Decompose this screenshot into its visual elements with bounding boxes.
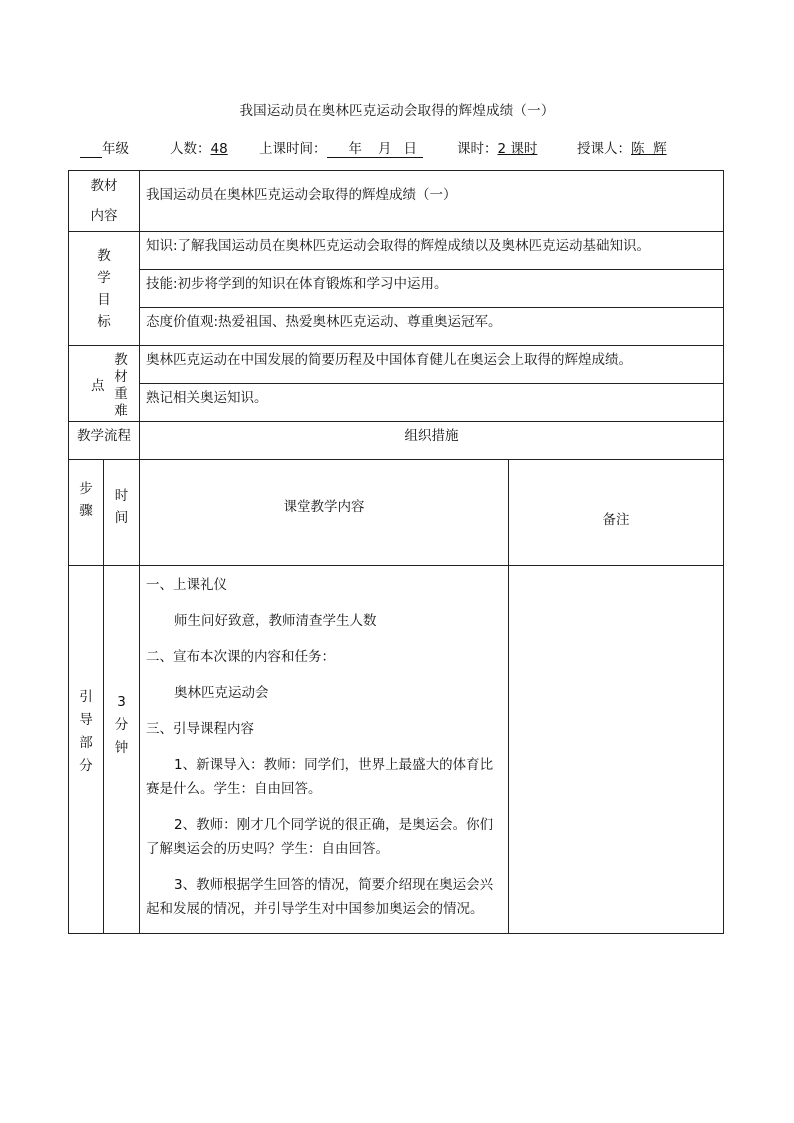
content-value: 我国运动员在奥林匹克运动会取得的辉煌成绩（一） <box>140 171 724 232</box>
objectives-label: 教学目标 <box>97 247 111 330</box>
class-hours-field <box>457 137 537 157</box>
content-line-8: 3、教师根据学生回答的情况，简要介绍现在奥运会兴起和发展的情况，并引导学生对中国参加奥运会的情况。 <box>146 877 494 917</box>
month-label: 月 <box>378 141 392 157</box>
step-header-cell <box>69 460 104 566</box>
content-label-cell <box>69 171 140 232</box>
section-name: 引导部分 <box>79 688 93 774</box>
section-content <box>140 566 509 934</box>
teacher-field <box>577 137 667 157</box>
day-label: 日 <box>403 141 417 157</box>
grade-label: 年级 <box>102 141 129 157</box>
section-time: 3分钟 <box>114 694 129 756</box>
measures-label: 组织措施 <box>140 422 724 460</box>
hours-label: 课时： <box>457 141 498 157</box>
hours-value: 2 课时 <box>497 141 538 157</box>
date-value <box>327 141 424 158</box>
year-label: 年 <box>348 141 362 157</box>
objectives-label-cell <box>69 232 140 346</box>
content-row <box>69 171 724 232</box>
objective-skill: 技能:初步将学到的知识在体育锻炼和学习中运用。 <box>140 270 724 308</box>
lesson-info-line <box>0 137 794 157</box>
keypoint-secondary: 熟记相关奥运知识。 <box>140 384 724 422</box>
objective-knowledge: 知识:了解我国运动员在奥林匹克运动会取得的辉煌成绩以及奥林匹克运动基础知识。 <box>140 232 724 270</box>
time-header: 时间 <box>114 488 129 526</box>
keypoints-label-cell <box>69 346 140 422</box>
time-label: 上课时间： <box>259 141 327 157</box>
section-time-cell <box>104 566 140 934</box>
student-count-field <box>170 137 234 157</box>
keypoints-label-suffix: 点 <box>91 378 105 394</box>
flow-row <box>69 422 724 460</box>
time-header-cell <box>104 460 140 566</box>
teacher-name: 陈 辉 <box>631 141 667 157</box>
objective-row-2 <box>69 270 724 308</box>
section-name-cell <box>69 566 104 934</box>
content-line-1: 一、上课礼仪 <box>146 577 227 593</box>
grade-field <box>80 137 129 158</box>
flow-label: 教学流程 <box>69 422 140 460</box>
content-label: 教材内容 <box>90 178 118 224</box>
content-line-5: 三、引导课程内容 <box>146 721 254 737</box>
content-line-6: 1、新课导入：教师：同学们，世界上最盛大的体育比赛是什么。学生：自由回答。 <box>146 757 494 797</box>
keypoint-main: 奥林匹克运动在中国发展的简要历程及中国体育健儿在奥运会上取得的辉煌成绩。 <box>140 346 724 384</box>
section-note-cell <box>509 566 724 934</box>
content-line-7: 2、教师：刚才几个同学说的很正确，是奥运会。你们了解奥运会的历史吗？学生：自由回答。 <box>146 817 494 857</box>
keypoints-label: 教材重难 <box>114 352 128 419</box>
content-line-4: 奥林匹克运动会 <box>174 685 269 701</box>
intro-section-row <box>69 566 724 934</box>
count-value: 48 <box>210 141 228 157</box>
content-line-2: 师生问好致意，教师清查学生人数 <box>174 613 377 629</box>
page-title: 我国运动员在奥林匹克运动会取得的辉煌成绩（一） <box>239 103 555 119</box>
content-header: 课堂教学内容 <box>140 460 509 566</box>
class-time-field <box>259 137 423 157</box>
content-line-3: 二、宣布本次课的内容和任务： <box>146 649 335 665</box>
note-header: 备注 <box>509 460 724 566</box>
lesson-plan-table <box>68 170 724 934</box>
keypoint-row-1 <box>69 346 724 384</box>
count-label: 人数： <box>170 141 211 157</box>
objective-attitude: 态度价值观:热爱祖国、热爱奥林匹克运动、尊重奥运冠军。 <box>140 308 724 346</box>
objective-row-3 <box>69 308 724 346</box>
keypoint-row-2 <box>69 384 724 422</box>
objective-row-1 <box>69 232 724 270</box>
column-header-row <box>69 460 724 566</box>
teacher-label: 授课人： <box>577 141 631 157</box>
step-header: 步骤 <box>79 481 93 519</box>
